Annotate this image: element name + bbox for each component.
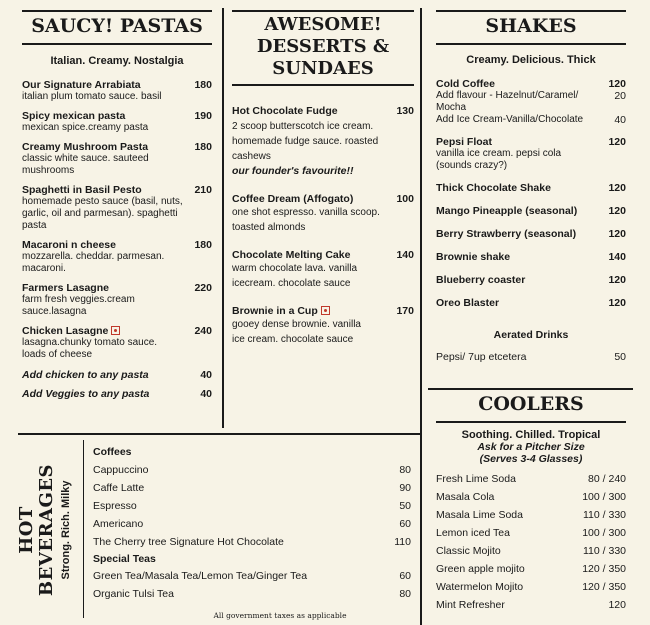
item-name: Macaroni n cheese <box>22 238 116 251</box>
item-name: The Cherry tree Signature Hot Chocolate <box>93 536 284 548</box>
menu-item <box>436 491 626 504</box>
item-name: Thick Chocolate Shake <box>436 181 551 194</box>
item-name: Coffee Dream (Affogato) <box>232 192 354 205</box>
item-name: Watermelon Mojito <box>436 580 524 593</box>
item-price: 100 <box>396 192 414 205</box>
item-desc: mexican spice.creamy pasta <box>22 121 149 133</box>
item-desc: classic white sauce. sauteed mushrooms <box>22 152 149 176</box>
desserts-section <box>232 10 414 347</box>
coolers-sub2: (Serves 3-4 Glasses) <box>479 452 583 465</box>
item-name <box>232 305 414 317</box>
item-name: Classic Mojito <box>436 544 501 557</box>
item-desc: farm fresh veggies.cream sauce.lasagna <box>22 293 135 317</box>
item-price: 180 <box>194 238 212 251</box>
pastas-section <box>22 10 212 401</box>
tax-footer: All government taxes as applicable <box>213 611 347 620</box>
menu-item <box>436 351 626 364</box>
item-desc: one shot espresso. vanilla scoop. toasted almonds <box>232 206 380 233</box>
item-name: Lemon iced Tea <box>436 526 510 539</box>
addon-row <box>22 388 212 401</box>
item-price: 120 <box>608 296 626 309</box>
item-desc: lasagna.chunky tomato sauce. loads of cheese <box>22 336 158 360</box>
menu-item <box>22 325 212 361</box>
item-price: 120 <box>608 273 626 286</box>
item-name: Americano <box>93 518 144 530</box>
item-name: Blueberry coaster <box>436 273 526 286</box>
item-price: 120 <box>608 598 626 611</box>
menu-item <box>436 251 626 263</box>
item-price: 60 <box>399 570 411 582</box>
coolers-list <box>436 473 626 612</box>
coolers-tagline: Soothing. Chilled. Tropical <box>461 428 601 441</box>
item-price: 110 / 330 <box>582 508 626 521</box>
item-name: Brownie shake <box>436 250 511 263</box>
menu-item <box>436 228 626 240</box>
addon-row <box>22 369 212 382</box>
item-desc: vanilla ice cream. pepsi cola (sounds crazy?) <box>436 147 562 171</box>
divider-right <box>420 8 422 625</box>
menu-item <box>436 78 626 90</box>
menu-item <box>436 274 626 286</box>
menu-item <box>22 184 212 232</box>
item-price: 220 <box>194 281 212 294</box>
menu-item <box>22 239 212 275</box>
item-name: Organic Tulsi Tea <box>93 588 174 600</box>
shakes-list <box>436 78 626 364</box>
divider-left-top <box>222 8 224 428</box>
shakes-title-rule-bottom <box>436 43 626 45</box>
item-price: 140 <box>608 250 626 263</box>
item-name: Fresh Lime Soda <box>436 472 516 485</box>
menu-item <box>436 205 626 217</box>
menu-item <box>93 464 411 477</box>
menu-item <box>436 182 626 194</box>
item-price: 130 <box>396 104 414 117</box>
item-price: 120 / 350 <box>582 562 626 575</box>
item-price: 120 <box>608 181 626 194</box>
desserts-title-line3: SUNDAES <box>272 57 374 79</box>
coolers-section <box>436 395 626 612</box>
pastas-title-rule <box>22 10 212 12</box>
item-price: 60 <box>399 518 411 530</box>
item-name: Creamy Mushroom Pasta <box>22 140 149 153</box>
item-name: Hot Chocolate Fudge <box>232 104 338 117</box>
item-name: Espresso <box>93 500 137 512</box>
item-name: Oreo Blaster <box>436 296 500 309</box>
teas-title: Special Teas <box>93 553 156 565</box>
desserts-title-rule <box>232 10 414 12</box>
menu-item <box>93 570 411 583</box>
item-desc: homemade pesto sauce (basil, nuts, garlic, oil and parmesan). spaghetti pasta <box>22 195 183 231</box>
item-price: 110 / 330 <box>582 544 626 557</box>
coolers-title: COOLERS <box>478 393 584 415</box>
coolers-sub1: Ask for a Pitcher Size <box>477 440 585 453</box>
item-price: 80 <box>399 588 411 600</box>
item-price: 50 <box>614 350 626 363</box>
menu-item <box>93 500 411 513</box>
coolers-title-rule-bottom <box>436 421 626 423</box>
menu-item <box>436 297 626 309</box>
item-price: 170 <box>396 304 414 317</box>
menu-item <box>232 305 414 347</box>
option-row <box>436 114 626 126</box>
item-name: Spicy mexican pasta <box>22 109 126 122</box>
option-text: Add Ice Cream-Vanilla/Chocolate <box>436 113 584 125</box>
menu-item <box>22 282 212 318</box>
item-name <box>22 325 212 337</box>
shakes-title-rule <box>436 10 626 12</box>
item-price: 120 <box>608 204 626 217</box>
divider-hot-top <box>18 433 420 435</box>
menu-item <box>93 536 411 549</box>
menu-item <box>436 136 626 172</box>
desserts-title-rule-bottom <box>232 84 414 86</box>
menu-item <box>93 518 411 531</box>
item-desc: 2 scoop butterscotch ice cream. homemade fudge sauce. roasted cashews <box>232 120 379 162</box>
addon-name: Add chicken to any pasta <box>22 368 149 381</box>
pastas-tagline: Italian. Creamy. Nostalgia <box>50 54 184 67</box>
item-price: 90 <box>399 482 411 494</box>
item-name: Spaghetti in Basil Pesto <box>22 183 142 196</box>
menu-item <box>22 141 212 177</box>
hot-tagline: Strong. Rich. Milky <box>60 480 72 580</box>
menu-item <box>93 482 411 495</box>
item-price: 140 <box>396 248 414 261</box>
item-name-text: Chicken Lasagne <box>22 324 109 337</box>
item-name: Pepsi/ 7up etcetera <box>436 350 527 363</box>
item-price: 100 / 300 <box>582 526 626 539</box>
item-desc: warm chocolate lava. vanilla icecream. chocolate sauce <box>232 262 358 289</box>
addon-price: 40 <box>200 387 212 400</box>
addon-price: 40 <box>200 368 212 381</box>
nonveg-icon <box>321 306 330 315</box>
shakes-tagline: Creamy. Delicious. Thick <box>466 53 596 66</box>
nonveg-icon <box>111 326 120 335</box>
item-name: Cold Coffee <box>436 77 495 90</box>
item-desc: mozzarella. cheddar. parmesan. macaroni. <box>22 250 165 274</box>
menu-item <box>436 563 626 576</box>
item-price: 50 <box>399 500 411 512</box>
item-name: Cappuccino <box>93 464 149 476</box>
item-name-text: Brownie in a Cup <box>232 304 318 317</box>
addon-name: Add Veggies to any pasta <box>22 387 150 400</box>
item-price: 80 / 240 <box>588 472 626 485</box>
menu-item <box>436 599 626 612</box>
menu-item <box>22 79 212 103</box>
pastas-title: SAUCY! PASTAS <box>31 15 203 37</box>
item-price: 120 <box>608 77 626 90</box>
item-name: Chocolate Melting Cake <box>232 248 351 261</box>
menu-item <box>93 588 411 601</box>
divider-shakes-coolers <box>428 388 633 390</box>
menu-item <box>232 193 414 235</box>
menu-item <box>22 110 212 134</box>
desserts-title-line2: DESSERTS & <box>256 35 390 57</box>
item-name: Mango Pineapple (seasonal) <box>436 204 578 217</box>
option-row <box>436 90 626 114</box>
desserts-list <box>232 104 414 347</box>
hot-title: HOT BEVERAGES <box>16 463 57 597</box>
menu-item <box>436 545 626 558</box>
option-price: 20 <box>614 89 626 102</box>
item-price: 240 <box>194 324 212 337</box>
item-price: 180 <box>194 78 212 91</box>
hot-section <box>93 446 411 601</box>
desserts-title-line1: AWESOME! <box>264 14 382 35</box>
option-price: 40 <box>614 113 626 126</box>
item-price: 190 <box>194 109 212 122</box>
item-note: our founder's favourite!! <box>232 164 354 177</box>
pastas-title-rule-bottom <box>22 43 212 45</box>
item-price: 110 <box>394 536 411 548</box>
divider-hot-vertical <box>83 440 84 618</box>
item-name: Mint Refresher <box>436 598 505 611</box>
menu-item <box>436 581 626 594</box>
item-name: Caffe Latte <box>93 482 145 494</box>
item-name: Masala Lime Soda <box>436 508 523 521</box>
item-name: Berry Strawberry (seasonal) <box>436 227 577 240</box>
menu-item <box>232 249 414 291</box>
option-text: Add flavour - Hazelnut/Caramel/ Mocha <box>436 89 579 113</box>
item-desc: gooey dense brownie. vanilla ice cream. chocolate sauce <box>232 318 361 345</box>
aerated-title: Aerated Drinks <box>493 328 569 341</box>
item-name: Our Signature Arrabiata <box>22 78 141 91</box>
menu-item <box>436 473 626 486</box>
coffees-title: Coffees <box>93 446 132 458</box>
item-name: Pepsi Float <box>436 135 493 148</box>
item-price: 80 <box>399 464 411 476</box>
item-name: Green Tea/Masala Tea/Lemon Tea/Ginger Tea <box>93 570 308 582</box>
menu-item <box>436 527 626 540</box>
shakes-title: SHAKES <box>485 15 577 37</box>
item-desc: italian plum tomato sauce. basil <box>22 90 162 102</box>
item-price: 120 <box>608 135 626 148</box>
item-price: 120 <box>608 227 626 240</box>
shakes-section <box>436 10 626 364</box>
item-price: 210 <box>194 183 212 196</box>
pastas-list <box>22 79 212 401</box>
item-name: Green apple mojito <box>436 562 525 575</box>
item-name: Farmers Lasagne <box>22 281 109 294</box>
item-price: 100 / 300 <box>582 490 626 503</box>
item-name: Masala Cola <box>436 490 495 503</box>
item-price: 180 <box>194 140 212 153</box>
menu-item <box>232 104 414 179</box>
menu-item <box>436 509 626 522</box>
item-price: 120 / 350 <box>582 580 626 593</box>
